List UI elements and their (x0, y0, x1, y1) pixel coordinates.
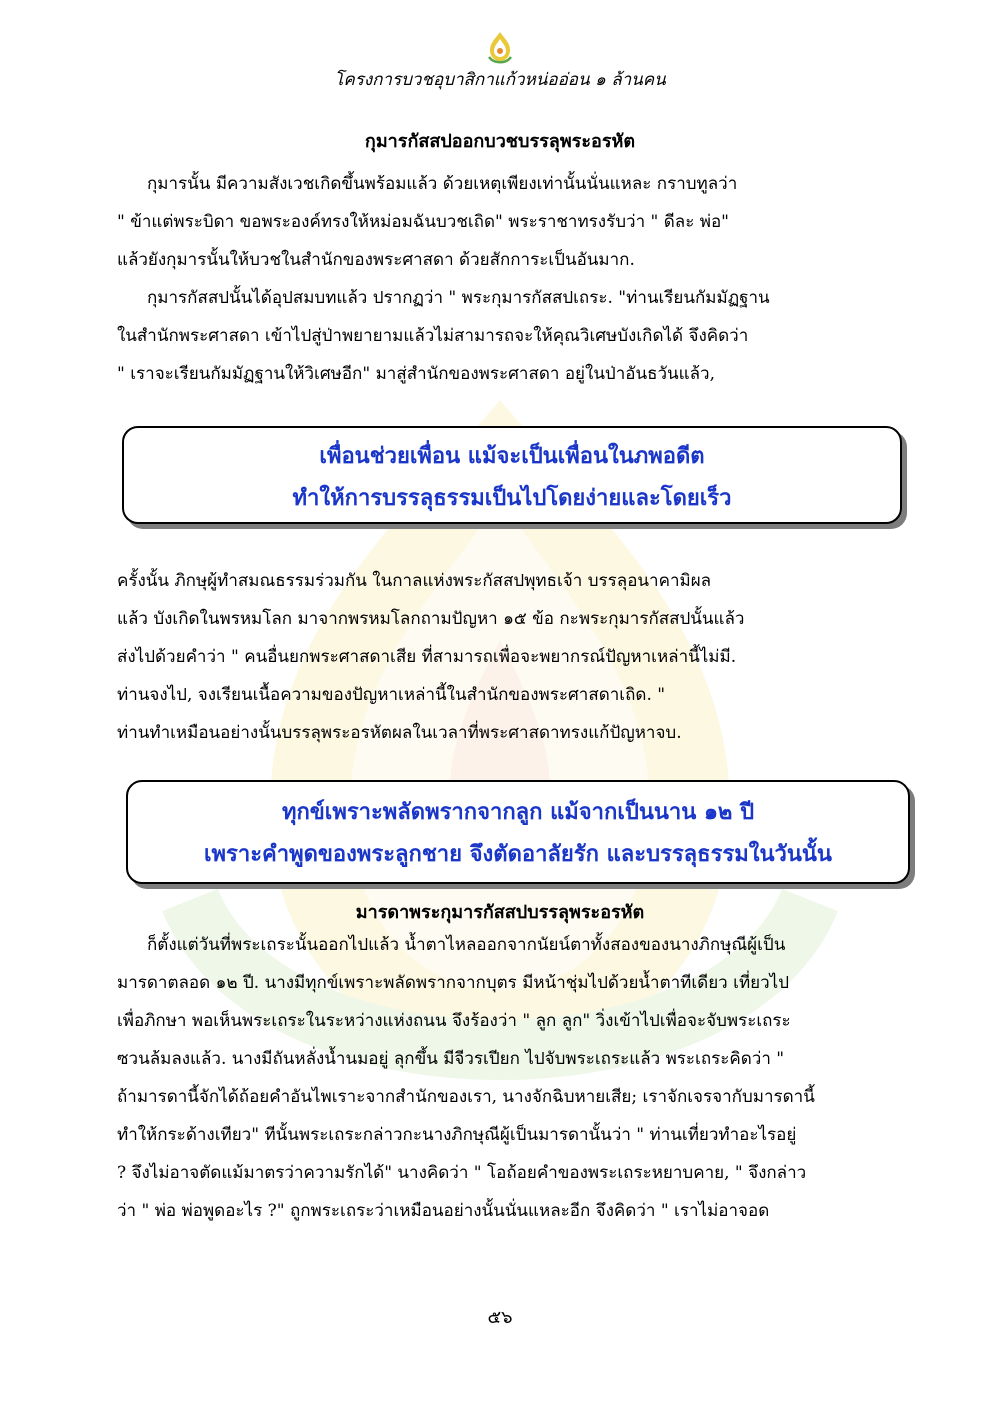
section-heading: กุมารกัสสปออกบวชบรรลุพระอรหัต (364, 131, 636, 152)
document-header: โครงการบวชอุบาสิกาแก้วหน่ออ่อน ๑ ล้านคน (334, 70, 666, 90)
paragraph (117, 562, 907, 752)
text-line: กุมารนั้น มีความสังเวชเกิดขึ้นพร้อมแล้ว ด้วยเหตุเพียงเท่านั้นนั่นแหละ กราบทูลว่า (147, 174, 738, 194)
text-line: ส่งไปด้วยคำว่า " คนอื่นยกพระศาสดาเสีย ที่สามารถเพื่อจะพยากรณ์ปัญหาเหล่านี้ไม่มี. (117, 647, 737, 667)
highlight-line: ทำให้การบรรลุธรรมเป็นไปโดยง่ายและโดยเร็ว (292, 485, 732, 511)
text-line: ก็ตั้งแต่วันที่พระเถระนั้นออกไปแล้ว น้ำตาไหลออกจากนัยน์ตาทั้งสองของนางภิกษุณีผู้เป็น (147, 935, 786, 955)
page-number: ๕๖ (487, 1307, 513, 1328)
text-line: ทำให้กระด้างเทียว" ทีนั้นพระเถระกล่าวกะนางภิกษุณีผู้เป็นมารดานั้นว่า " ท่านเที่ยวทำอะไรอยู่ (117, 1125, 797, 1145)
text-line: ซวนล้มลงแล้ว. นางมีถันหลั่งน้ำนมอยู่ ลุกขึ้น มีจีวรเปียก ไปจับพระเถระแล้ว พระเถระคิดว่า " (117, 1049, 785, 1069)
text-line: ครั้งนั้น ภิกษุผู้ทำสมณธรรมร่วมกัน ในกาลแห่งพระกัสสปพุทธเจ้า บรรลุอนาคามิผล (117, 571, 712, 591)
highlight-line: เพื่อนช่วยเพื่อน แม้จะเป็นเพื่อนในภพอดีต (319, 443, 705, 469)
text-line: กุมารกัสสปนั้นได้อุปสมบทแล้ว ปรากฏว่า " พระกุมารกัสสปเถระ. "ท่านเรียนกัมมัฏฐาน (147, 288, 770, 308)
text-line: ท่านทำเหมือนอย่างนั้นบรรลุพระอรหัตผลในเวลาที่พระศาสดาทรงแก้ปัญหาจบ. (117, 723, 682, 743)
text-line: " เราจะเรียนกัมมัฏฐานให้วิเศษอีก" มาสู่สำนักของพระศาสดา อยู่ในป่าอันธวันแล้ว, (117, 364, 715, 384)
text-line: ท่านจงไป, จงเรียนเนื้อความของปัญหาเหล่านี้ในสำนักของพระศาสดาเถิด. " (117, 685, 666, 705)
text-line: เพื่อภิกษา พอเห็นพระเถระในระหว่างแห่งถนน จึงร้องว่า " ลูก ลูก" วิ่งเข้าไปเพื่อจะจับพระเถระ (117, 1011, 791, 1031)
highlight-line: เพราะคำพูดของพระลูกชาย จึงตัดอาลัยรัก และบรรลุธรรมในวันนั้น (204, 841, 832, 867)
highlight-box (122, 426, 902, 524)
text-line: แล้วยังกุมารนั้นให้บวชในสำนักของพระศาสดา ด้วยสักการะเป็นอันมาก. (117, 250, 635, 270)
text-line: แล้ว บังเกิดในพรหมโลก มาจากพรหมโลกถามปัญหา ๑๕ ข้อ กะพระกุมารกัสสปนั้นแล้ว (117, 609, 745, 629)
paragraph (117, 926, 907, 1230)
section-heading: มารดาพระกุมารกัสสปบรรลุพระอรหัต (355, 902, 645, 923)
text-line: ถ้ามารดานี้จักได้ถ้อยคำอันไพเราะจากสำนักของเรา, นางจักฉิบหายเสีย; เราจักเจรจากับมารดานี้ (117, 1087, 815, 1107)
paragraph (117, 165, 907, 393)
text-line: มารดาตลอด ๑๒ ปี. นางมีทุกข์เพราะพลัดพรากจากบุตร มีหน้าชุ่มไปด้วยน้ำตาทีเดียว เที่ยวไป (117, 973, 789, 993)
highlight-box (126, 780, 910, 884)
text-line: ในสำนักพระศาสดา เข้าไปสู่ป่าพยายามแล้วไม่สามารถจะให้คุณวิเศษบังเกิดได้ จึงคิดว่า (117, 326, 749, 346)
highlight-line: ทุกข์เพราะพลัดพรากจากลูก แม้จากเป็นนาน ๑๒ ปี (281, 799, 755, 825)
text-line: ? จึงไม่อาจตัดแม้มาตรว่าความรักได้" นางคิดว่า " โอถ้อยคำของพระเถระหยาบคาย, " จึงกล่าว (117, 1163, 807, 1183)
project-logo-icon (486, 30, 514, 64)
text-line: " ข้าแต่พระบิดา ขอพระองค์ทรงให้หม่อมฉันบวชเถิด" พระราชาทรงรับว่า " ดีละ พ่อ" (117, 212, 729, 232)
text-line: ว่า " พ่อ พ่อพูดอะไร ?" ถูกพระเถระว่าเหมือนอย่างนั้นนั่นแหละอีก จึงคิดว่า " เราไม่อาจอด (117, 1201, 770, 1221)
